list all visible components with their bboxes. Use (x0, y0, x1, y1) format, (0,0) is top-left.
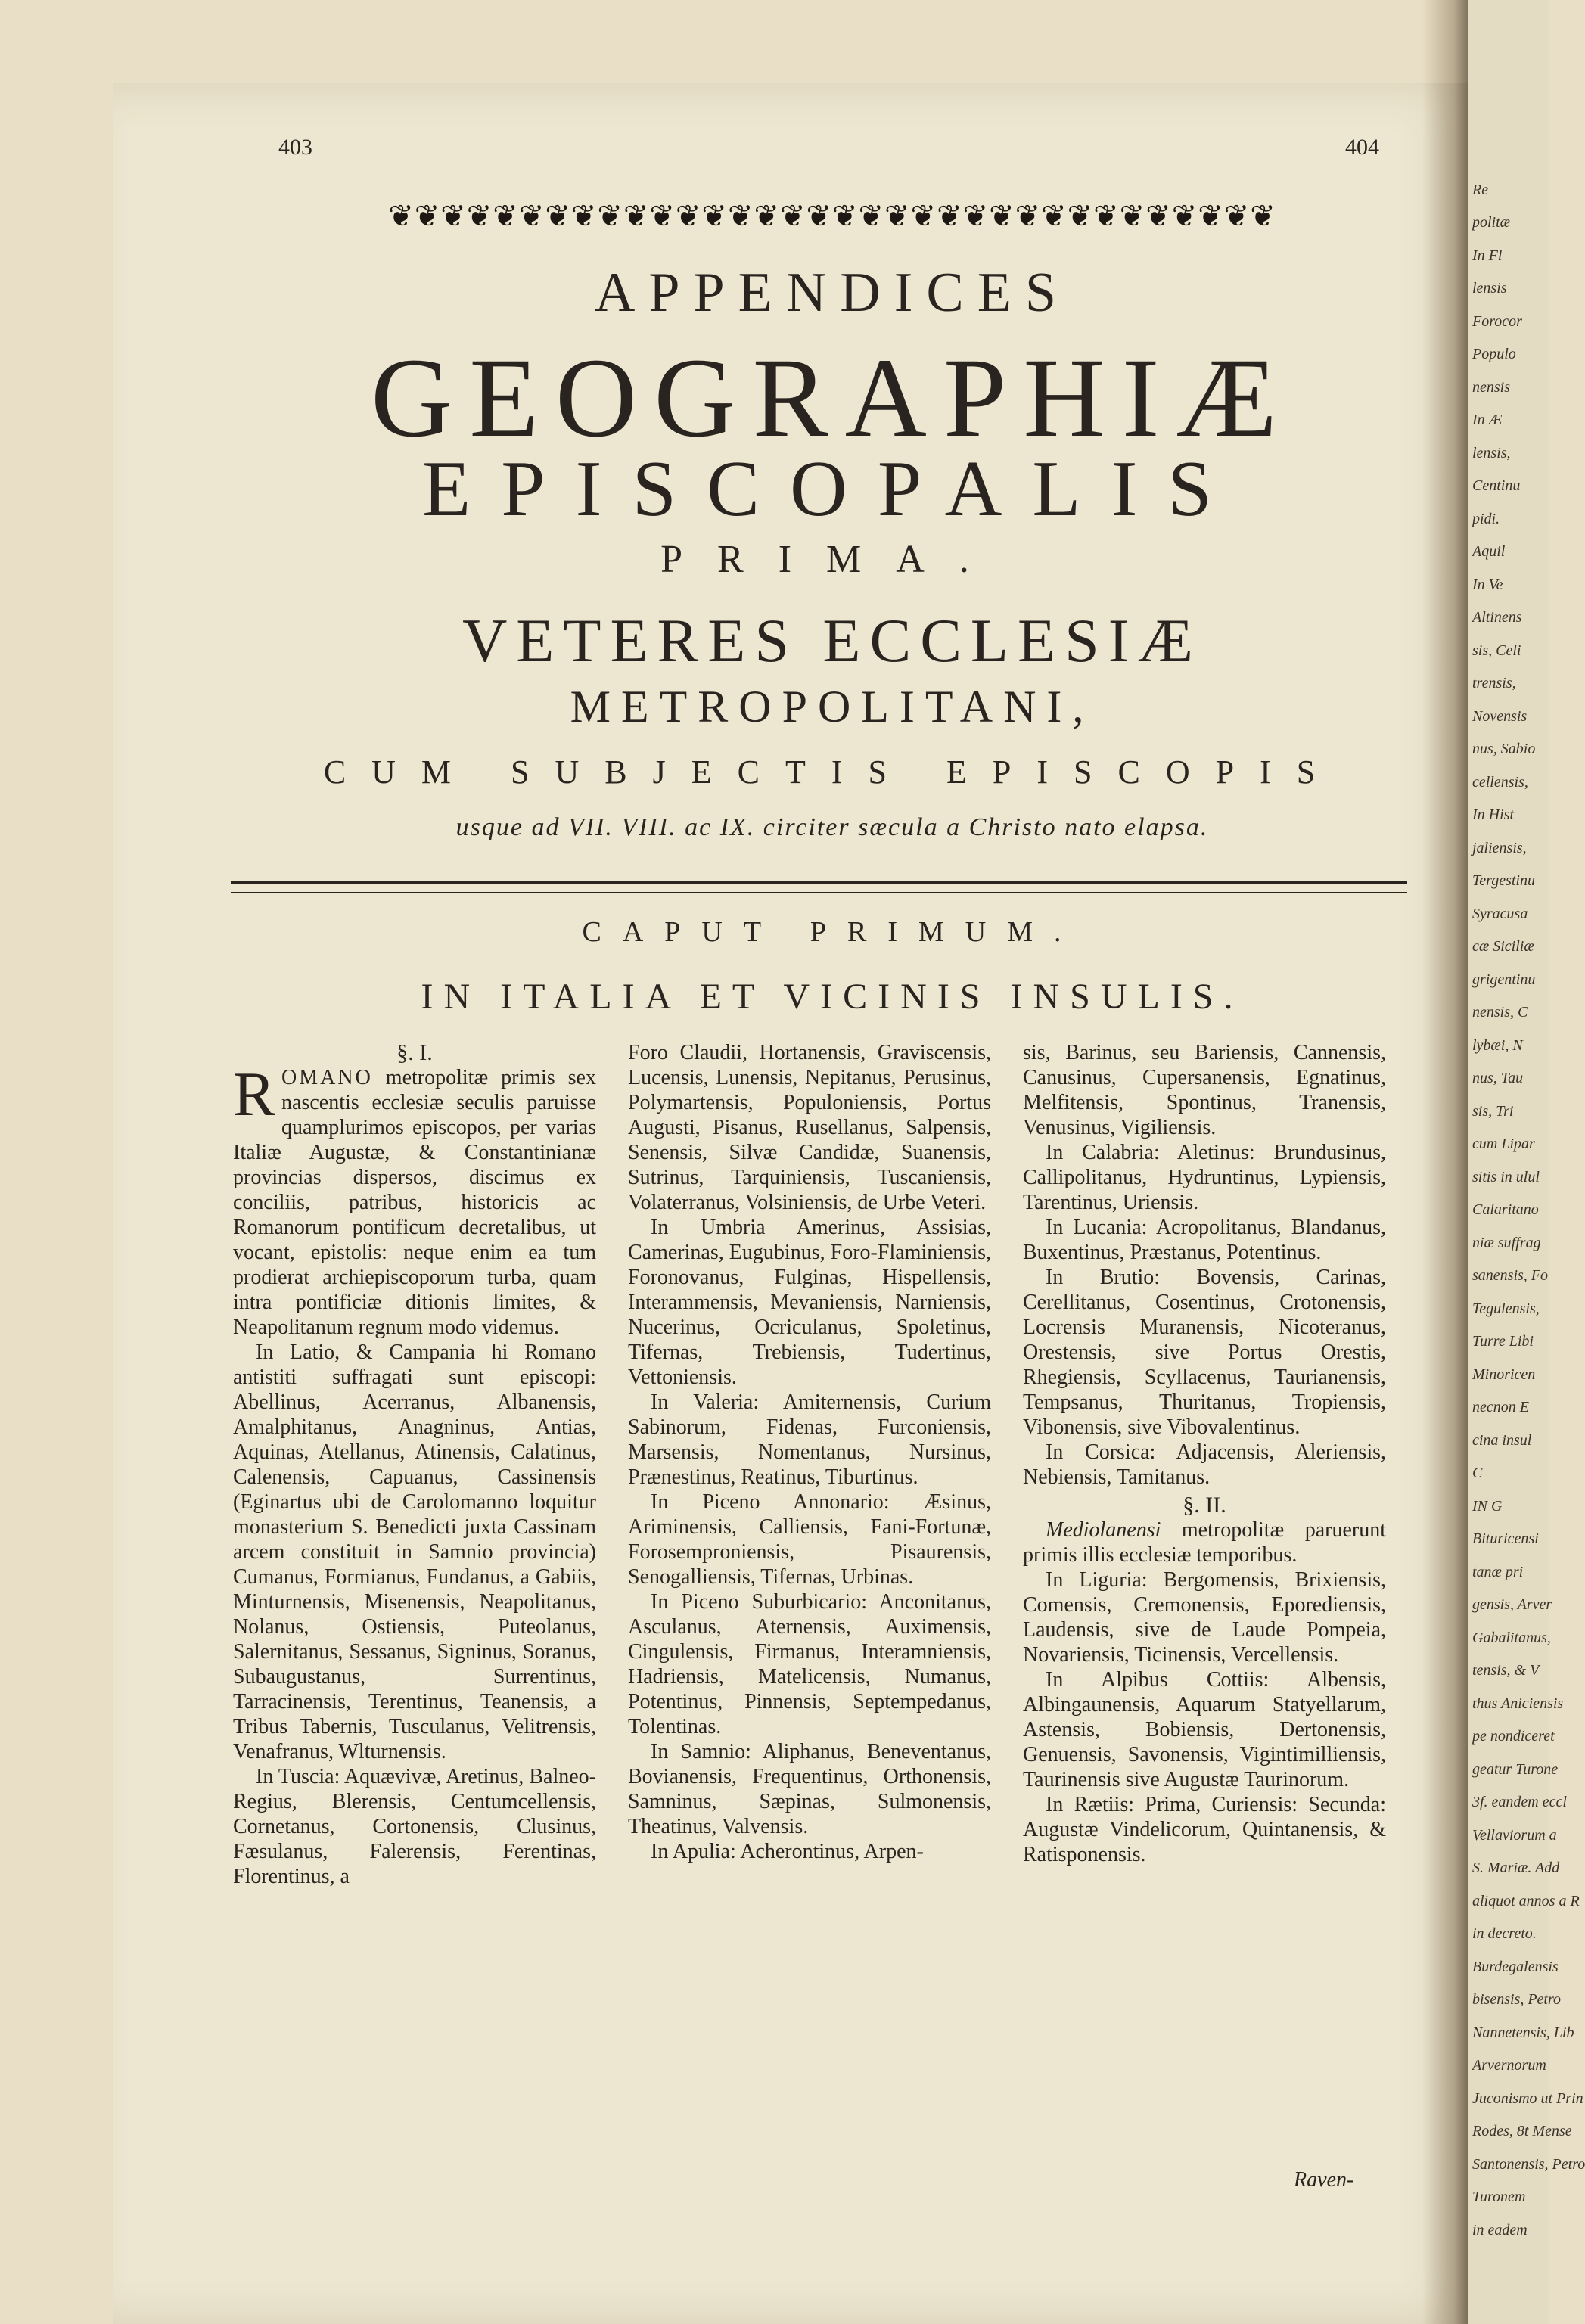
text-column-1 (233, 1040, 596, 1889)
paragraph (1023, 1518, 1386, 1567)
next-page-fragment: Bituricensi (1472, 1530, 1539, 1548)
next-page-fragment: thus Aniciensis (1472, 1695, 1564, 1712)
next-page-fragment: Gabalitanus, (1472, 1629, 1551, 1646)
paragraph: In Corsica: Adjacensis, Aleriensis, Nebiensis, Tamitanus. (1023, 1440, 1386, 1489)
next-page-fragment: IN G (1472, 1497, 1503, 1515)
next-page-fragment: gensis, Arver (1472, 1596, 1552, 1614)
next-page-fragment: Tergestinu (1472, 872, 1535, 890)
page-number-left: 403 (278, 135, 312, 160)
paragraph: In Samnio: Aliphanus, Beneventanus, Bovianensis, Frequentinus, Orthonensis, Samninus, Sæpinas, Sulmonensis, Theatinus, Valvensis. (628, 1740, 991, 1838)
next-page-fragment: Centinu (1472, 477, 1521, 495)
title-subtitle: usque ad VII. VIII. ac IX. circiter sæcula a Christo nato elapsa. (455, 813, 1209, 841)
catchword: Raven- (1294, 2168, 1354, 2192)
next-page-fragment: Aquil (1472, 543, 1506, 561)
next-page-fragment: Vellaviorum a (1472, 1826, 1557, 1844)
paragraph: In Brutio: Bovensis, Carinas, Cerellitanus, Cosentinus, Crotonensis, Locrensis Muranensis, Nicoteranus, Orestensis, sive Portus Orestis, Rhegiensis, Scyllacenus, Taurianensis, Tempsanus, Thuritanus, Tropiensis, Vibonensis, sive Vibovalentinus. (1023, 1266, 1386, 1439)
section-heading-2: §. II. (1183, 1493, 1226, 1518)
next-page-fragment: necnon E (1472, 1399, 1529, 1416)
italic-lead: Mediolanensi (1046, 1518, 1161, 1542)
next-page-fragment: sanensis, Fo (1472, 1267, 1548, 1285)
next-page-fragment: tensis, & V (1472, 1662, 1540, 1679)
next-page-fragment: pe nondiceret (1472, 1728, 1555, 1745)
title-rule (231, 881, 1407, 893)
ornament-band: ❦❦❦❦❦❦❦❦❦❦❦❦❦❦❦❦❦❦❦❦❦❦❦❦❦❦❦❦❦❦❦❦❦❦ (388, 199, 1276, 233)
paragraph: sis, Barinus, seu Bariensis, Cannensis, Canusinus, Cupersanensis, Egnatinus, Melfitensis, Spontinus, Tranensis, Venusinus, Vigiliensis. (1023, 1041, 1386, 1139)
title-prima: PRIMA. (660, 538, 1004, 581)
opening-word: OMANO (281, 1066, 373, 1089)
next-page-fragment: sis, Celi (1472, 642, 1521, 659)
paragraph-text: metropolitæ primis sex nascentis ecclesiæ seculis paruisse quamplurimos episcopos, per varias Italiæ Augustæ, & Constantinianæ provincias dispersos, discimus ex conciliis, patribus, historicis ac Romanorum pontificum decretalibus, ut vocant, epistolis: neque enim ea tum prodierat archiepiscoporum turba, quam intra pontificiæ ditionis limites, & Neapolitanum regnum modo videmus. (233, 1066, 596, 1339)
text-column-2 (628, 1040, 991, 1864)
next-page-fragment: geatur Turone (1472, 1760, 1559, 1778)
next-page-fragment: Rodes, 8t Mense (1472, 2123, 1572, 2140)
paragraph: In Tuscia: Aquævivæ, Aretinus, Balneo-Regius, Blerensis, Centumcellensis, Cornetanus, Cortonensis, Clusinus, Fæsulanus, Falerensis, Ferentinas, Florentinus, a (233, 1765, 596, 1888)
page-number-right: 404 (1345, 135, 1379, 160)
next-page-fragment: tanæ pri (1472, 1563, 1524, 1580)
next-page-fragment: In Ve (1472, 576, 1503, 593)
paragraph: In Rætiis: Prima, Curiensis: Secunda: Augustæ Vindelicorum, Quintanensis, & Ratisponensis. (1023, 1793, 1386, 1866)
next-page-fragment: In Hist (1472, 806, 1514, 824)
paragraph: In Lucania: Acropolitanus, Blandanus, Buxentinus, Præstanus, Potentinus. (1023, 1216, 1386, 1264)
next-page-fragment: C (1472, 1465, 1483, 1482)
next-page-fragment: bisensis, Petro (1472, 1991, 1562, 2009)
next-page-fragment: lensis, (1472, 444, 1511, 461)
title-appendices: APPENDICES (594, 262, 1071, 324)
next-page-fragment: In Æ (1472, 412, 1503, 429)
next-page-fragment: sitis in ulul (1472, 1168, 1540, 1185)
next-page-fragment: Re (1472, 182, 1489, 198)
next-page-fragment: Arvernorum (1472, 2057, 1546, 2074)
next-page-edge (1468, 0, 1585, 2324)
next-page-fragment: Nannetensis, Lib (1472, 2024, 1574, 2041)
next-page-fragment: Burdegalensis (1472, 1958, 1559, 1975)
next-page-fragment: Turre Libi (1472, 1333, 1534, 1350)
paragraph: In Latio, & Campania hi Romano antistiti suffragati sunt episcopi: Abellinus, Acerranus, Albanensis, Amalphitanus, Anagninus, Antias, Aquinas, Atellanus, Atinensis, Calatinus, Calenensis, Capuanus, Cassinensis (Eginartus ubi de Carolomanno loquitur monasterium S. Benedicti juxta Cassinam arcem constituit in Samnio provincia) Cumanus, Formianus, Fundanus, a Gabiis, Minturnensis, Misenensis, Neapolitanus, Nolanus, Ostiensis, Puteolanus, Salernitanus, Sessanus, Signinus, Soranus, Subaugustanus, Surrentinus, Tarracinensis, Terentinus, Teanensis, a Tribus Tabernis, Tusculanus, Velitrensis, Venafranus, Wlturnensis. (233, 1341, 596, 1763)
next-page-fragment: grigentinu (1472, 971, 1536, 988)
section-heading-1: §. I. (396, 1040, 433, 1065)
title-veteres-ecclesiae: VETERES ECCLESIÆ (462, 606, 1202, 675)
paragraph: Foro Claudii, Hortanensis, Graviscensis, Lucensis, Lunensis, Nepitanus, Perusinus, Polymartensis, Populoniensis, Portus Augusti, Pisanus, Rusellanus, Salpensis, Senensis, Silvæ Candidæ, Suanensis, Sutrinus, Tarquiniensis, Tuscaniensis, Volaterranus, Volsiniensis, de Urbe Veteri. (628, 1041, 991, 1214)
paragraph-text: metropolitæ paruerunt primis illis ecclesiæ temporibus. (1023, 1518, 1386, 1567)
next-page-fragment: Novensis (1472, 707, 1528, 725)
title-geographiae: GEOGRAPHIÆ (370, 335, 1294, 461)
title-metropolitani: METROPOLITANI, (570, 682, 1095, 732)
next-page-fragment: in eadem (1472, 2221, 1528, 2239)
next-page-fragment: cum Lipar (1472, 1136, 1535, 1153)
next-page-fragment: Turonem (1472, 2189, 1526, 2206)
paragraph: In Valeria: Amiternensis, Curium Sabinorum, Fidenas, Furconiensis, Marsensis, Nomentanus, Nursinus, Prænestinus, Reatinus, Tiburtinus. (628, 1390, 991, 1489)
next-page-fragment: cellensis, (1472, 773, 1528, 791)
next-page-fragment: Minoricen (1472, 1366, 1536, 1383)
paragraph: In Apulia: Acherontinus, Arpen- (651, 1840, 924, 1863)
next-page-fragment: lybæi, N (1472, 1036, 1523, 1054)
next-page-fragment: nensis (1472, 378, 1510, 396)
next-page-fragment: S. Mariæ. Add (1472, 1860, 1560, 1877)
title-episcopalis: EPISCOPALIS (422, 444, 1242, 533)
next-page-fragment: trensis, (1472, 675, 1516, 692)
next-page-fragment: Altinens (1472, 609, 1522, 626)
next-page-fragment: politæ (1472, 214, 1511, 231)
chapter-subheading: IN ITALIA ET VICINIS INSULIS. (421, 977, 1244, 1017)
paragraph: In Umbria Amerinus, Assisias, Camerinas, Eugubinus, Foro-Flaminiensis, Foronovanus, Fulginas, Hispellensis, Interammensis, Mevaniensis, Narniensis, Nucerinus, Ocriculanus, Spoletinus, Tifernas, Trebiensis, Tudertinus, Vettoniensis. (628, 1216, 991, 1389)
next-page-fragment: Juconismo ut Prin (1472, 2089, 1583, 2107)
next-page-fragment: Calaritano (1472, 1201, 1539, 1219)
text-column-3 (1023, 1040, 1386, 1867)
title-cum-subjectis: CUM SUBJECTIS EPISCOPIS (323, 753, 1341, 791)
paragraph (233, 1059, 596, 1340)
chapter-heading: CAPUT PRIMUM. (582, 916, 1083, 948)
next-page-fragment: cæ Siciliæ (1472, 938, 1534, 955)
next-page-fragment: Syracusa (1472, 905, 1528, 922)
drop-capital: R (233, 1059, 276, 1129)
next-page-fragment: nensis, C (1472, 1004, 1528, 1021)
next-page-fragment: nus, Sabio (1472, 741, 1536, 758)
next-page-fragment: In Fl (1472, 247, 1503, 264)
next-page-fragment: jaliensis, (1472, 839, 1527, 856)
next-page-fragment: Forocor (1472, 312, 1522, 330)
next-page-fragment: lensis (1472, 280, 1507, 297)
paragraph: In Alpibus Cottiis: Albensis, Albingaunensis, Aquarum Statyellarum, Astensis, Bobiensis, Dertonensis, Genuensis, Savonensis, Vigintimilliensis, Taurinensis sive Augustæ Taurinorum. (1023, 1668, 1386, 1791)
next-page-fragment: Populo (1472, 346, 1516, 363)
next-page-fragment: niæ suffrag (1472, 1234, 1541, 1251)
next-page-fragment: Tegulensis, (1472, 1300, 1540, 1317)
next-page-fragment: pidi. (1472, 510, 1500, 527)
paragraph: In Piceno Annonario: Æsinus, Ariminensis, Calliensis, Fani-Fortunæ, Forosemproniensis, Pisaurensis, Senogalliensis, Tifernas, Urbinas. (628, 1490, 991, 1589)
paragraph: In Piceno Suburbicario: Anconitanus, Asculanus, Aternensis, Auximensis, Cingulensis, Firmanus, Interamniensis, Hadriensis, Matelicensis, Numanus, Potentinus, Pinnensis, Septempedanus, Tolentinas. (628, 1590, 991, 1738)
next-page-fragment: aliquot annos a R (1472, 1892, 1580, 1909)
paragraph: In Liguria: Bergomensis, Brixiensis, Comensis, Cremonensis, Eporediensis, Laudensis, sive de Laude Pompeia, Novariensis, Ticinensis, Vercellensis. (1023, 1568, 1386, 1667)
next-page-fragment: Santonensis, Petro (1472, 2155, 1585, 2173)
next-page-fragment: cina insul (1472, 1431, 1532, 1449)
next-page-fragment: 3f. eandem eccl (1472, 1794, 1567, 1811)
next-page-fragment: in decreto. (1472, 1925, 1537, 1943)
next-page-fragment: nus, Tau (1472, 1070, 1524, 1087)
next-page-fragment: sis, Tri (1472, 1102, 1514, 1120)
paragraph: In Calabria: Aletinus: Brundusinus, Callipolitanus, Hydruntinus, Lypiensis, Tarentinus, Uriensis. (1023, 1141, 1386, 1214)
